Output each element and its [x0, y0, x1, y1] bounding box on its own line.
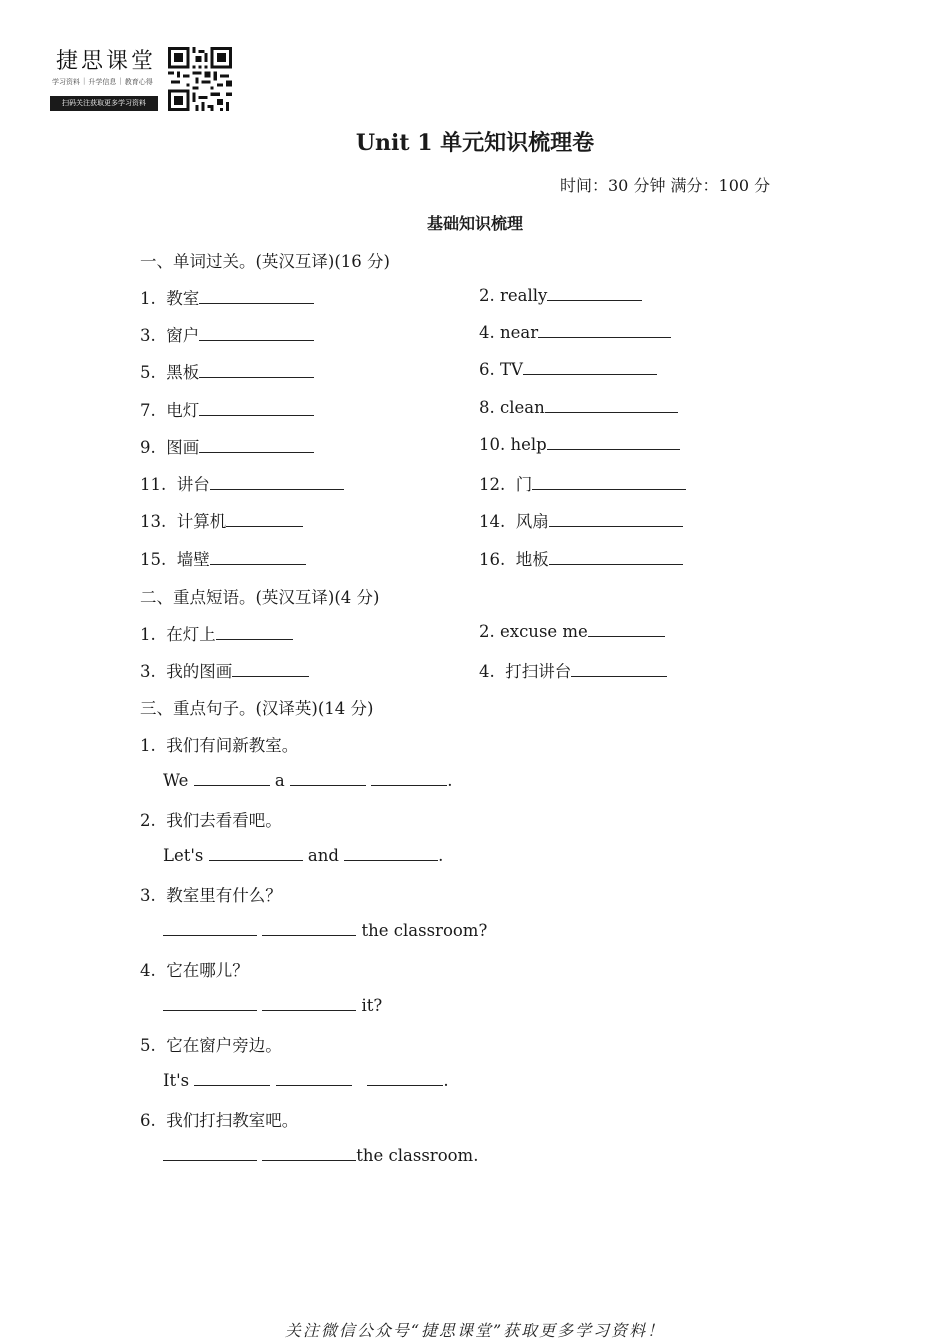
answer-blank[interactable]: [545, 397, 678, 413]
phrase-item: 1. 在灯上: [140, 621, 293, 645]
word-item: 12. 门: [479, 471, 686, 495]
answer-blank[interactable]: [232, 661, 309, 677]
sentence-answer: It's .: [163, 1071, 449, 1090]
sentence-answer: Let's and .: [163, 846, 444, 865]
answer-blank[interactable]: [523, 359, 657, 375]
phrase-item: 3. 我的图画: [140, 658, 309, 682]
logo-tag: 升学信息: [88, 78, 117, 86]
word-item: 8. clean: [479, 397, 678, 417]
answer-blank[interactable]: [571, 661, 667, 677]
answer-blank[interactable]: [210, 474, 344, 490]
answer-blank[interactable]: [199, 288, 314, 304]
answer-blank[interactable]: [262, 995, 356, 1011]
phrase-item: 2. excuse me: [479, 621, 665, 641]
answer-blank[interactable]: [549, 511, 683, 527]
part2-heading: 二、重点短语。(英汉互译)(4 分): [140, 588, 380, 607]
word-item: 7. 电灯: [140, 397, 314, 421]
qr-code-icon: [168, 47, 232, 111]
section-title: 基础知识梳理: [426, 214, 523, 233]
part3-heading: 三、重点句子。(汉译英)(14 分): [140, 699, 374, 718]
answer-blank[interactable]: [276, 1070, 352, 1086]
sentence-answer: it?: [163, 995, 382, 1015]
sentence-prompt: 4. 它在哪儿？: [140, 961, 249, 980]
sentence-prompt: 1. 我们有间新教室。: [140, 736, 299, 755]
answer-blank[interactable]: [588, 621, 665, 637]
word-item: 6. TV: [479, 359, 657, 379]
sentence-prompt: 3. 教室里有什么？: [140, 886, 282, 905]
answer-blank[interactable]: [216, 624, 293, 640]
answer-blank[interactable]: [538, 322, 671, 338]
answer-blank[interactable]: [194, 1070, 270, 1086]
word-item: 16. 地板: [479, 546, 683, 570]
answer-blank[interactable]: [199, 362, 314, 378]
brand-logo: [50, 44, 162, 114]
answer-blank[interactable]: [194, 770, 270, 786]
sentence-answer: the classroom.: [163, 1145, 478, 1165]
answer-blank[interactable]: [199, 325, 314, 341]
logo-tag: 教育心得: [124, 78, 153, 86]
part1-heading: 一、单词过关。(英汉互译)(16 分): [140, 252, 390, 271]
answer-blank[interactable]: [344, 845, 438, 861]
answer-blank[interactable]: [199, 437, 314, 453]
answer-blank[interactable]: [549, 549, 683, 565]
answer-blank[interactable]: [163, 995, 257, 1011]
word-item: 4. near: [479, 322, 671, 342]
word-item: 1. 教室: [140, 285, 314, 309]
sentence-prompt: 2. 我们去看看吧。: [140, 811, 282, 830]
answer-blank[interactable]: [290, 770, 366, 786]
answer-blank[interactable]: [209, 845, 303, 861]
answer-blank[interactable]: [262, 1145, 356, 1161]
word-item: 2. really: [479, 285, 642, 305]
logo-bar: 扫码关注获取更多学习资料: [50, 96, 158, 111]
page-title: Unit 1 单元知识梳理卷: [355, 130, 595, 156]
answer-blank[interactable]: [547, 285, 642, 301]
time-and-score: 时间：30 分钟 满分：100 分: [560, 176, 771, 195]
answer-blank[interactable]: [226, 511, 303, 527]
logo-title: 捷思课堂: [56, 49, 157, 74]
answer-blank[interactable]: [262, 920, 356, 936]
word-item: 14. 风扇: [479, 508, 683, 532]
answer-blank[interactable]: [532, 474, 686, 490]
word-item: 9. 图画: [140, 434, 314, 458]
phrase-item: 4. 打扫讲台: [479, 658, 667, 682]
answer-blank[interactable]: [163, 920, 257, 936]
word-item: 3. 窗户: [140, 322, 314, 346]
footer-note: 关注微信公众号“捷思课堂”获取更多学习资料！: [284, 1321, 666, 1340]
word-item: 15. 墙壁: [140, 546, 306, 570]
answer-blank[interactable]: [371, 770, 447, 786]
answer-blank[interactable]: [367, 1070, 443, 1086]
sentence-prompt: 5. 它在窗户旁边。: [140, 1036, 282, 1055]
sentence-answer: the classroom?: [163, 920, 487, 940]
word-item: 10. help: [479, 434, 680, 454]
answer-blank[interactable]: [547, 434, 680, 450]
logo-tags: 学习资料 | 升学信息 | 教育心得: [52, 77, 153, 86]
word-item: 11. 讲台: [140, 471, 344, 495]
logo-tag: 学习资料: [52, 78, 80, 86]
word-item: 13. 计算机: [140, 508, 303, 532]
word-item: 5. 黑板: [140, 359, 314, 383]
sentence-answer: We a .: [163, 771, 453, 790]
sentence-prompt: 6. 我们打扫教室吧。: [140, 1111, 299, 1130]
answer-blank[interactable]: [199, 400, 314, 416]
answer-blank[interactable]: [210, 549, 306, 565]
answer-blank[interactable]: [163, 1145, 257, 1161]
